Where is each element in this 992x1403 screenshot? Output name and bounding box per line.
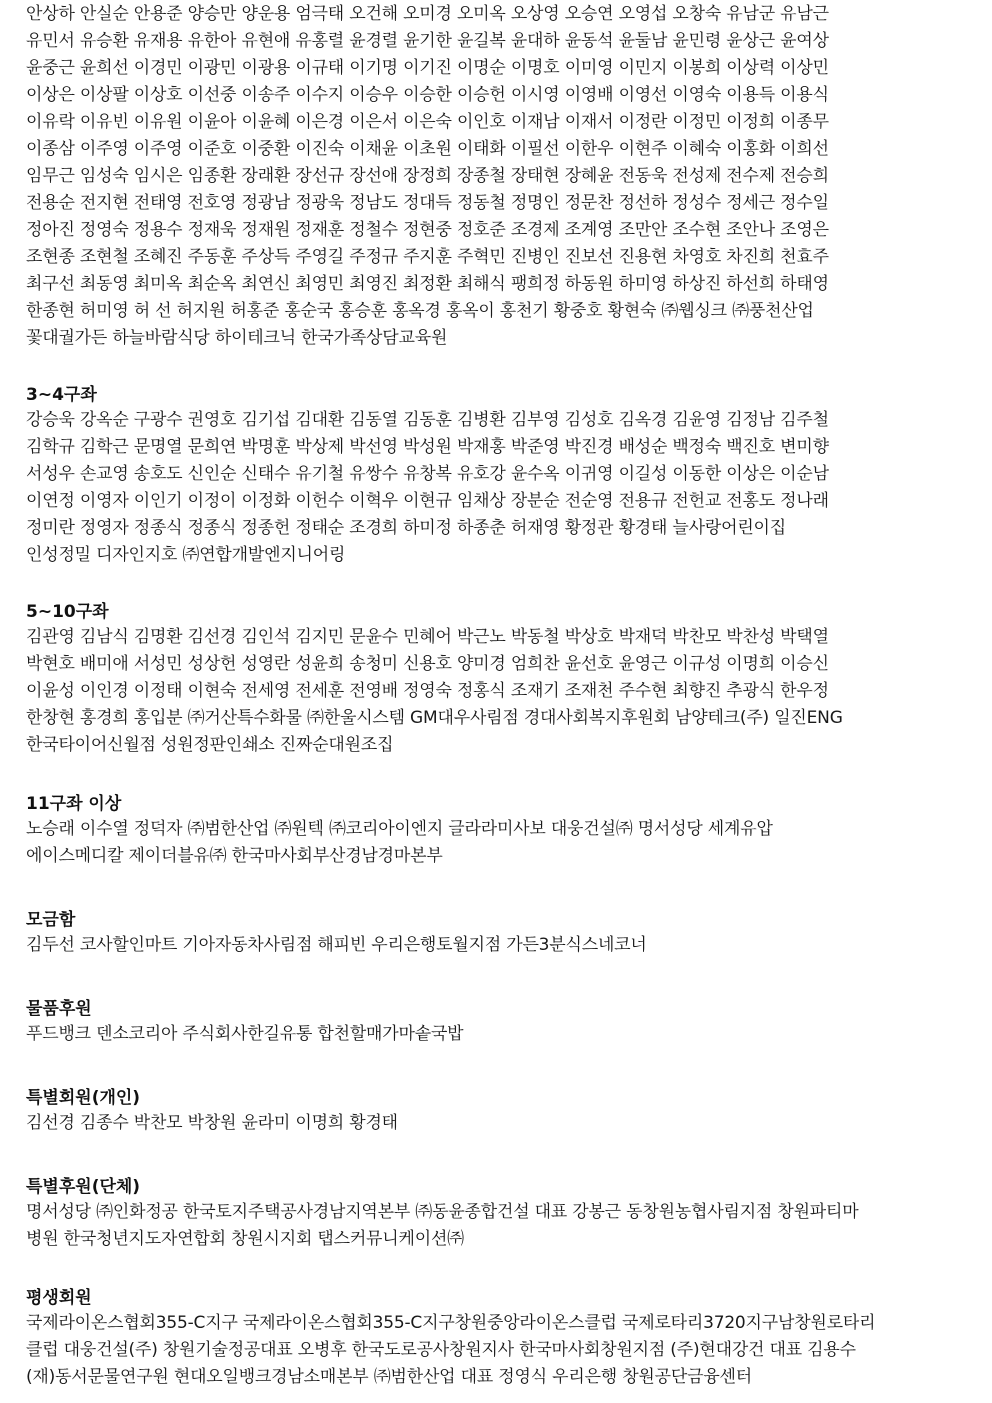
donor-line: 김관영 김남식 김명환 김선경 김인석 김지민 문윤수 민혜어 박근노 박동철 박상호 박재덕 박찬모 박찬성 박택열 bbox=[26, 627, 829, 647]
donor-list-page bbox=[26, 0, 974, 1391]
section-heading: 물품후원 bbox=[26, 999, 92, 1019]
donor-line: 이유락 이유빈 이유원 이윤아 이윤혜 이은경 이은서 이은숙 이인호 이재남 이재서 이정란 이정민 이정희 이종무 bbox=[26, 112, 829, 132]
donor-line: 푸드뱅크 덴소코리아 주식회사한길유통 합천할매가마솥국밥 bbox=[26, 1024, 464, 1044]
donor-line: 이윤성 이인경 이정태 이현숙 전세영 전세훈 전영배 정영숙 정홍식 조재기 조재천 주수현 최향진 추광식 한우정 bbox=[26, 681, 829, 701]
section-heading: 특별회원(개인) bbox=[26, 1088, 141, 1108]
donor-line: 최구선 최동영 최미옥 최순옥 최연신 최영민 최영진 최정환 최해식 팽희정 하동원 하미영 하상진 하선희 하태영 bbox=[26, 274, 829, 294]
donor-line: 꽃대궐가든 하늘바람식당 하이테크닉 한국가족상담교육원 bbox=[26, 328, 448, 348]
donor-line: 김선경 김종수 박찬모 박창원 윤라미 이명희 황경태 bbox=[26, 1113, 398, 1133]
donor-line: 김학규 김학근 문명열 문희연 박명훈 박상제 박선영 박성원 박재홍 박준영 박진경 배성순 백정숙 백진호 변미향 bbox=[26, 437, 829, 457]
section-heading: 특별후원(단체) bbox=[26, 1177, 141, 1197]
section-11-plus-accounts bbox=[26, 792, 974, 870]
donor-line: 이상은 이상팔 이상호 이선중 이송주 이수지 이승우 이승한 이승헌 이시영 이영배 이영선 이영숙 이용득 이용식 bbox=[26, 85, 829, 105]
section-heading: 모금함 bbox=[26, 910, 76, 930]
donor-line: 강승욱 강옥순 구광수 권영호 김기섭 김대환 김동열 김동훈 김병환 김부영 김성호 김옥경 김윤영 김정남 김주철 bbox=[26, 410, 829, 430]
section-5-10-accounts bbox=[26, 600, 974, 759]
donor-line: 인성정밀 디자인지호 ㈜연합개발엔지니어링 bbox=[26, 545, 346, 565]
donor-line: 서성우 손교영 송호도 신인순 신태수 유기철 유쌍수 유창복 유호강 윤수옥 이귀영 이길성 이동한 이상은 이순남 bbox=[26, 464, 829, 484]
donor-line: 한종현 허미영 허 선 허지원 허홍준 홍순국 홍승훈 홍옥경 홍옥이 홍천기 황중호 황현숙 ㈜웹싱크 ㈜풍천산업 bbox=[26, 301, 814, 321]
donor-line: (재)동서문물연구원 현대오일뱅크경남소매본부 ㈜범한산업 대표 정영식 우리은행 창원공단금융센터 bbox=[26, 1367, 752, 1387]
section-heading: 5~10구좌 bbox=[26, 602, 109, 622]
donor-list-continued bbox=[26, 0, 974, 352]
donor-line: 국제라이온스협회355-C지구 국제라이온스협회355-C지구창원중앙라이온스클럽 국제로타리3720지구남창원로타리 bbox=[26, 1313, 876, 1333]
donor-line: 에이스메디칼 제이더블유㈜ 한국마사회부산경남경마본부 bbox=[26, 846, 443, 866]
section-heading: 평생회원 bbox=[26, 1288, 92, 1308]
donor-line: 한국타이어신월점 성원정판인쇄소 진짜순대원조집 bbox=[26, 735, 394, 755]
section-special-sponsors-organization bbox=[26, 1175, 974, 1253]
donor-line: 정미란 정영자 정종식 정종식 정종헌 정태순 조경희 하미정 하종춘 허재영 황정관 황경태 늘사랑어린이집 bbox=[26, 518, 786, 538]
section-heading: 3~4구좌 bbox=[26, 385, 97, 405]
section-special-members-individual bbox=[26, 1086, 974, 1137]
donor-line: 명서성당 ㈜인화정공 한국토지주택공사경남지역본부 ㈜동윤종합건설 대표 강봉근 동창원농협사림지점 창원파티마 bbox=[26, 1202, 859, 1222]
donor-line: 조현종 조현철 조혜진 주동훈 주상득 주영길 주정규 주지훈 주혁민 진병인 진보선 진용현 차영호 차진희 천효주 bbox=[26, 247, 829, 267]
donor-line: 유민서 유승환 유재용 유한아 유현애 유홍렬 윤경렬 윤기한 윤길복 윤대하 윤동석 윤둘남 윤민령 윤상근 윤여상 bbox=[26, 31, 829, 51]
donor-line: 병원 한국청년지도자연합회 창원시지회 탭스커뮤니케이션㈜ bbox=[26, 1229, 464, 1249]
section-donation-box bbox=[26, 908, 974, 959]
section-goods-sponsorship bbox=[26, 997, 974, 1048]
section-3-4-accounts bbox=[26, 383, 974, 569]
donor-line: 정아진 정영숙 정용수 정재욱 정재원 정재훈 정철수 정현중 정호준 조경제 조계영 조만안 조수현 조안나 조영은 bbox=[26, 220, 829, 240]
donor-line: 클럽 대웅건설(주) 창원기술정공대표 오병후 한국도로공사창원지사 한국마사회창원지점 (주)현대강건 대표 김용수 bbox=[26, 1340, 856, 1360]
donor-line: 한창현 홍경희 홍입분 ㈜거산특수화물 ㈜한울시스템 GM대우사림점 경대사회복지후원회 남양테크(주) 일진ENG bbox=[26, 708, 843, 728]
donor-line: 이종삼 이주영 이주영 이준호 이중환 이진숙 이채윤 이초원 이태화 이필선 이한우 이현주 이혜숙 이홍화 이희선 bbox=[26, 139, 829, 159]
section-heading: 11구좌 이상 bbox=[26, 794, 122, 814]
donor-line: 김두선 코사할인마트 기아자동차사림점 해피빈 우리은행토월지점 가든3분식스네코너 bbox=[26, 935, 647, 955]
donor-line: 임무근 임성숙 임시은 임종환 장래환 장선규 장선애 장정희 장종철 장태현 장혜윤 전동욱 전성제 전수제 전승희 bbox=[26, 166, 829, 186]
section-lifetime-members bbox=[26, 1286, 974, 1391]
donor-line: 이연정 이영자 이인기 이정이 이정화 이헌수 이혁우 이현규 임채상 장분순 전순영 전용규 전헌교 전홍도 정나래 bbox=[26, 491, 829, 511]
donor-line: 박현호 배미애 서성민 성상헌 성영란 성윤희 송청미 신용호 양미경 엄희찬 윤선호 윤영근 이규성 이명희 이승신 bbox=[26, 654, 829, 674]
donor-line: 전용순 전지현 전태영 전호영 정광남 정광욱 정남도 정대득 정동철 정명인 정문찬 정선하 정성수 정세근 정수일 bbox=[26, 193, 829, 213]
donor-line: 안상하 안실순 안용준 양승만 양운용 엄극태 오건해 오미경 오미옥 오상영 오승연 오영섭 오창숙 유남군 유남근 bbox=[26, 4, 829, 24]
donor-line: 노승래 이수열 정덕자 ㈜범한산업 ㈜원텍 ㈜코리아이엔지 글라라미사보 대웅건설㈜ 명서성당 세계유압 bbox=[26, 819, 773, 839]
donor-line: 윤중근 윤희선 이경민 이광민 이광용 이규태 이기명 이기진 이명순 이명호 이미영 이민지 이봉희 이상력 이상민 bbox=[26, 58, 829, 78]
